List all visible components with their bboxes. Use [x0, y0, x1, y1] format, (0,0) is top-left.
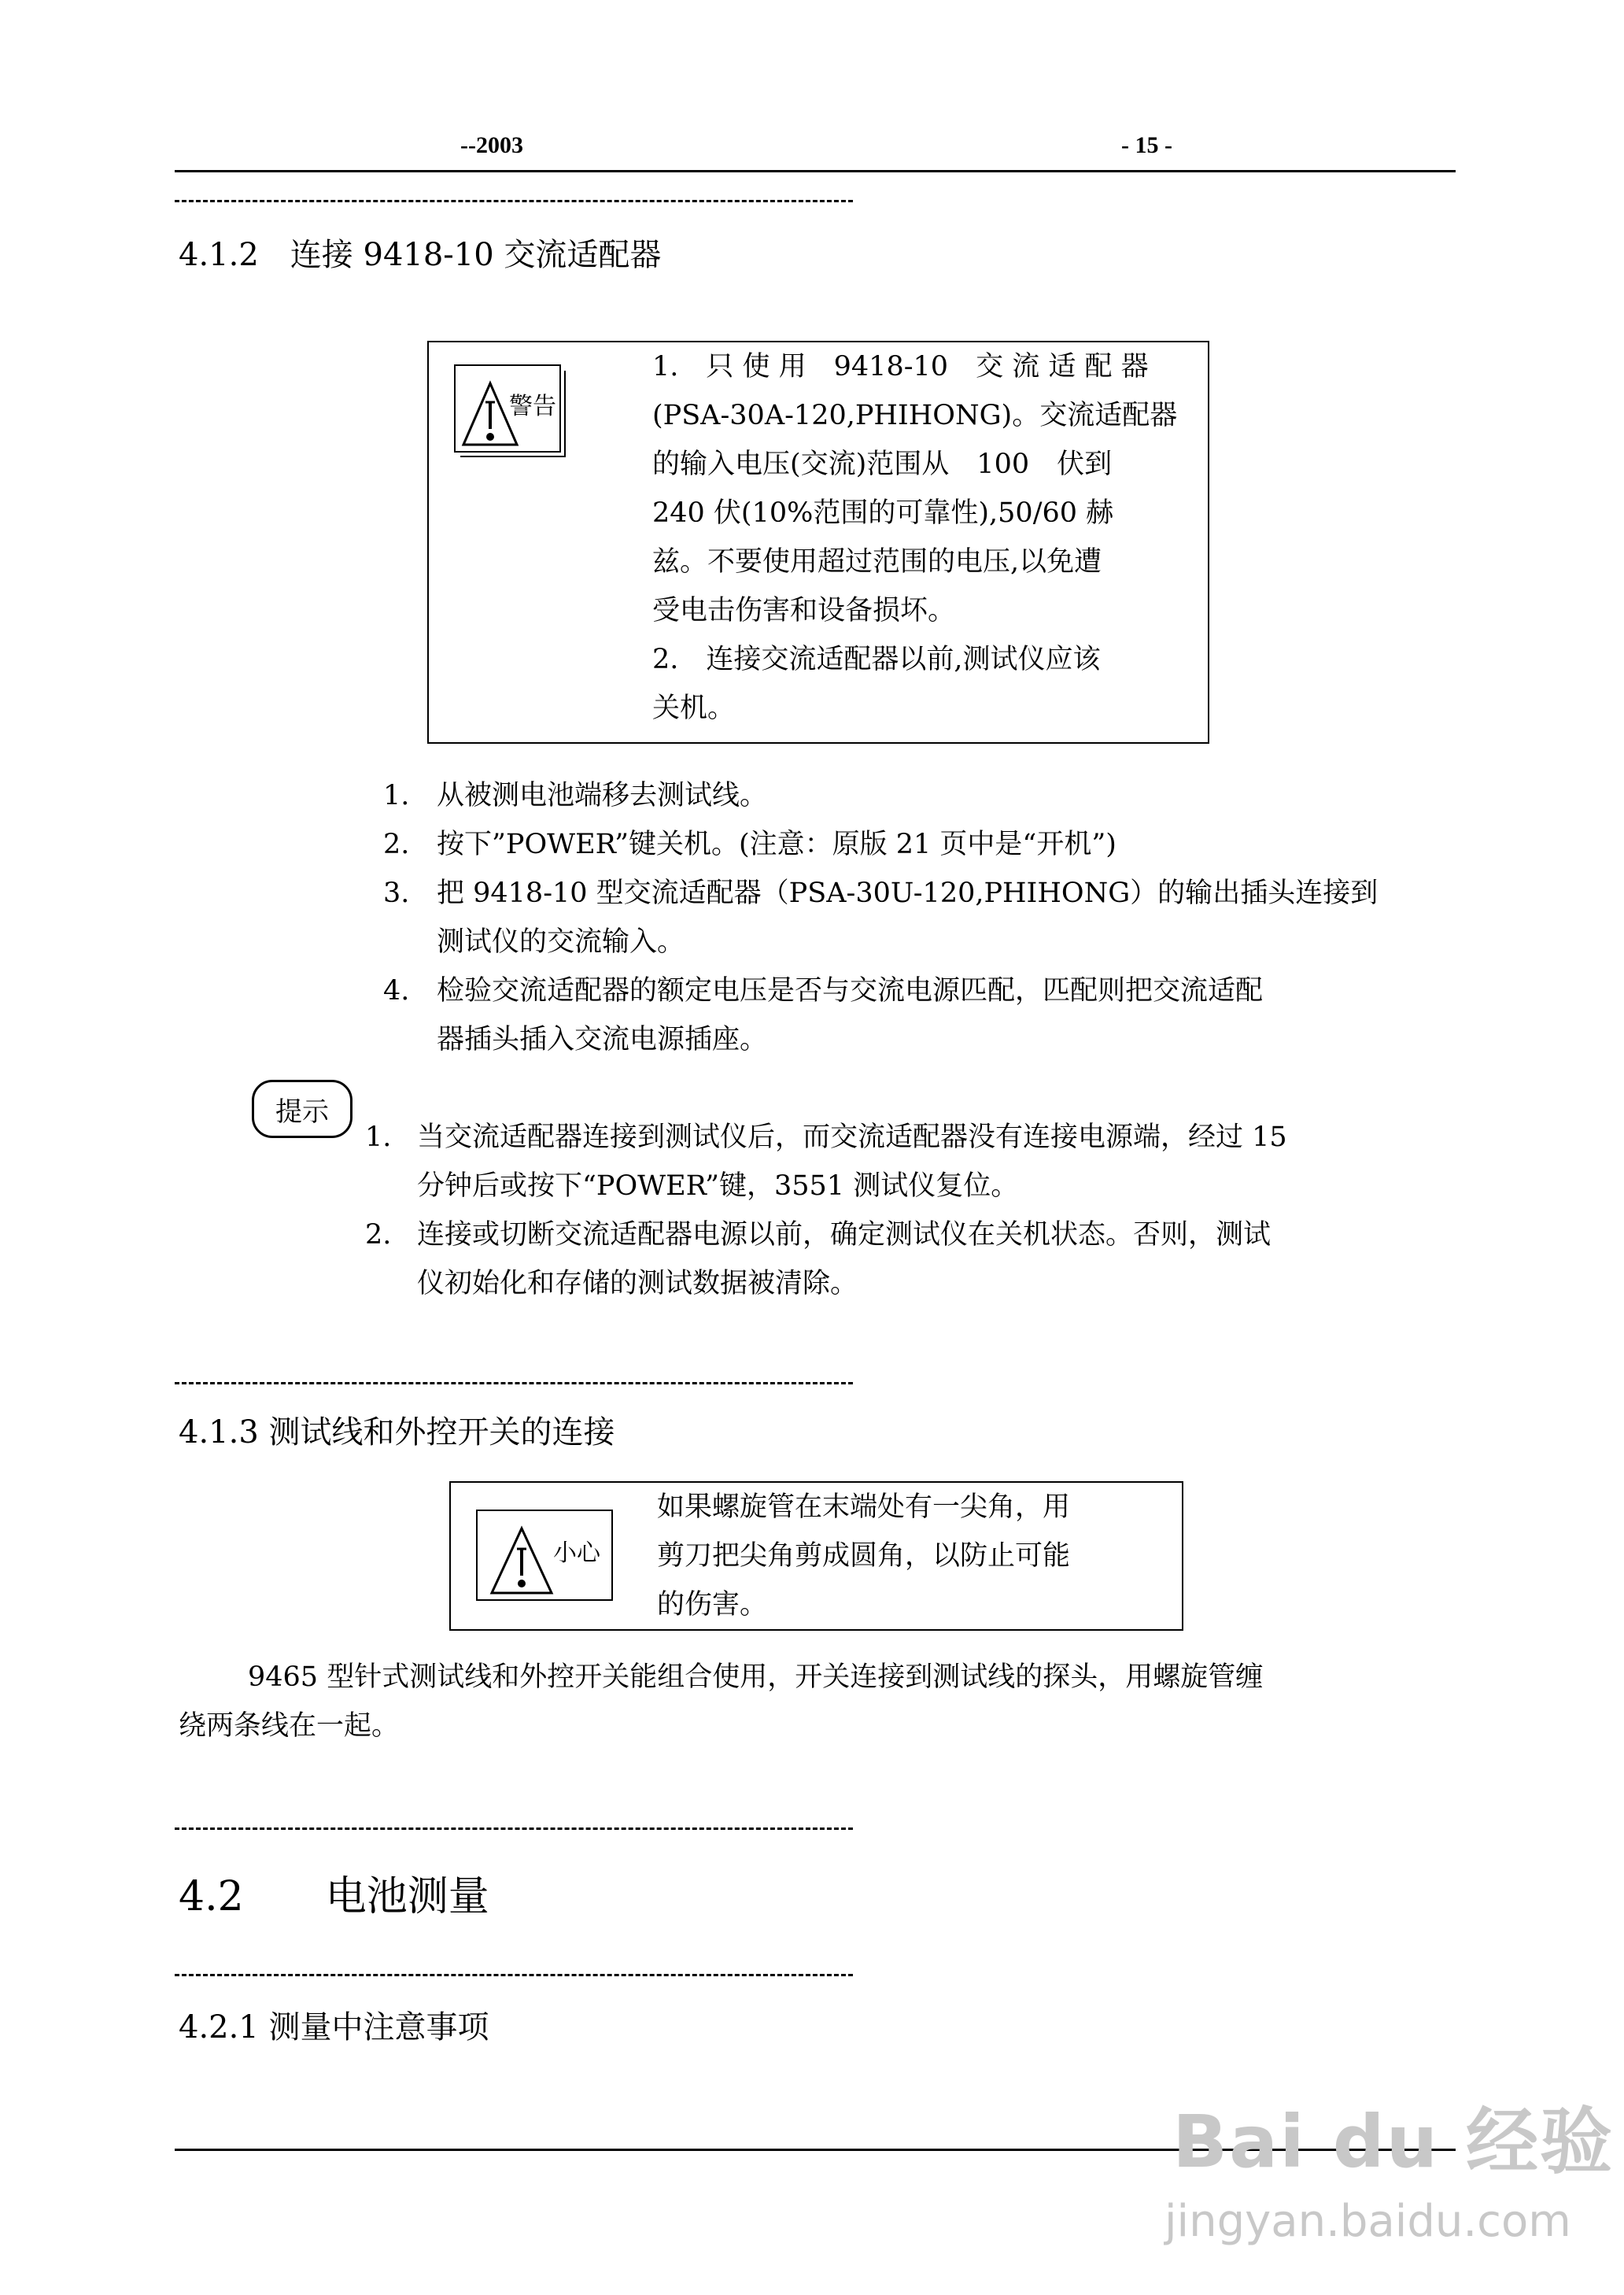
- step-text: [437, 771, 767, 820]
- caution-line: 如果螺旋管在末端处有一尖角，用: [657, 1491, 1071, 1523]
- tip-line: 分钟后或按下“POWER”键，3551 测试仪复位。: [417, 1170, 1019, 1202]
- tip-line: 连接或切断交流适配器电源以前，确定测试仪在关机状态。否则，测试: [417, 1219, 1272, 1251]
- header-rule: [175, 170, 1456, 172]
- caution-text: [657, 1483, 1176, 1629]
- section-separator: [175, 200, 853, 202]
- caution-line: 剪刀把尖角剪成圆角，以防止可能: [657, 1540, 1071, 1572]
- watermark-url: jingyan.baidu.com: [1164, 2196, 1571, 2247]
- step-number: 1.: [383, 780, 410, 811]
- caution-line: 的伤害。: [657, 1589, 768, 1621]
- tip-badge: [252, 1080, 352, 1138]
- tip-number: 2.: [365, 1219, 392, 1251]
- step-text: [437, 869, 1378, 966]
- watermark-brand: Bai du 经验: [1172, 2100, 1615, 2184]
- header-page-number: - 15 -: [1121, 132, 1172, 158]
- step-line: 测试仪的交流输入。: [437, 926, 685, 958]
- body-line: 9465 型针式测试线和外控开关能组合使用，开关连接到测试线的探头，用螺旋管缠: [248, 1661, 1264, 1693]
- warning-line: 的输入电压(交流)范围从 100 伏到: [652, 449, 1113, 480]
- step-number: 3.: [383, 878, 410, 909]
- caution-box: [449, 1481, 1183, 1631]
- tip-label: 提示: [275, 1096, 329, 1128]
- step-line: 按下”POWER”键关机。(注意：原版 21 页中是“开机”): [437, 829, 1116, 860]
- section-separator: [175, 1828, 853, 1830]
- step-line: 器插头插入交流电源插座。: [437, 1024, 768, 1055]
- step-line: 检验交流适配器的额定电压是否与交流电源匹配，匹配则把交流适配: [437, 975, 1264, 1007]
- warning-line: 关机。: [652, 693, 736, 724]
- step-number: 2.: [383, 829, 410, 860]
- body-line: 绕两条线在一起。: [179, 1710, 400, 1742]
- step-line: 从被测电池端移去测试线。: [437, 780, 768, 811]
- section-separator: [175, 1382, 853, 1384]
- step-text: [437, 966, 1263, 1064]
- section-4-1-3-body: [179, 1653, 1453, 1750]
- caution-icon-frame: [476, 1510, 613, 1601]
- tip-text: [417, 1210, 1271, 1308]
- section-4-2-title: 4.2 电池测量: [179, 1873, 489, 1920]
- tip-text: [417, 1113, 1287, 1210]
- warning-line: 兹。不要使用超过范围的电压,以免遭: [652, 546, 1102, 578]
- warning-text: [652, 342, 1195, 733]
- step-number: 4.: [383, 975, 410, 1007]
- section-4-1-2-title: 4.1.2 连接 9418-10 交流适配器: [179, 237, 662, 273]
- caution-label: 小心: [553, 1539, 600, 1567]
- warning-icon-frame: [454, 364, 561, 453]
- section-separator: [175, 1974, 853, 1976]
- warning-line: (PSA-30A-120,PHIHONG)。交流适配器: [652, 400, 1178, 431]
- step-text: [437, 820, 1116, 869]
- section-4-2-1-title: 4.2.1 测量中注意事项: [179, 2009, 489, 2046]
- section-4-1-3-title: 4.1.3 测试线和外控开关的连接: [179, 1414, 615, 1451]
- warning-box: [427, 341, 1209, 744]
- warning-label: 警告: [509, 393, 556, 420]
- header-left-year: --2003: [460, 132, 523, 158]
- warning-line: 1. 只 使 用 9418-10 交 流 适 配 器: [652, 351, 1149, 382]
- warning-line: 2. 连接交流适配器以前,测试仪应该: [652, 644, 1101, 675]
- tip-line: 当交流适配器连接到测试仪后，而交流适配器没有连接电源端，经过 15: [417, 1122, 1287, 1153]
- tip-line: 仪初始化和存储的测试数据被清除。: [417, 1268, 858, 1299]
- step-line: 把 9418-10 型交流适配器（PSA-30U-120,PHIHONG）的输出插头连接到: [437, 878, 1379, 909]
- warning-line: 受电击伤害和设备损坏。: [652, 595, 956, 626]
- tip-number: 1.: [365, 1122, 392, 1153]
- warning-line: 240 伏(10%范围的可靠性),50/60 赫: [652, 497, 1114, 529]
